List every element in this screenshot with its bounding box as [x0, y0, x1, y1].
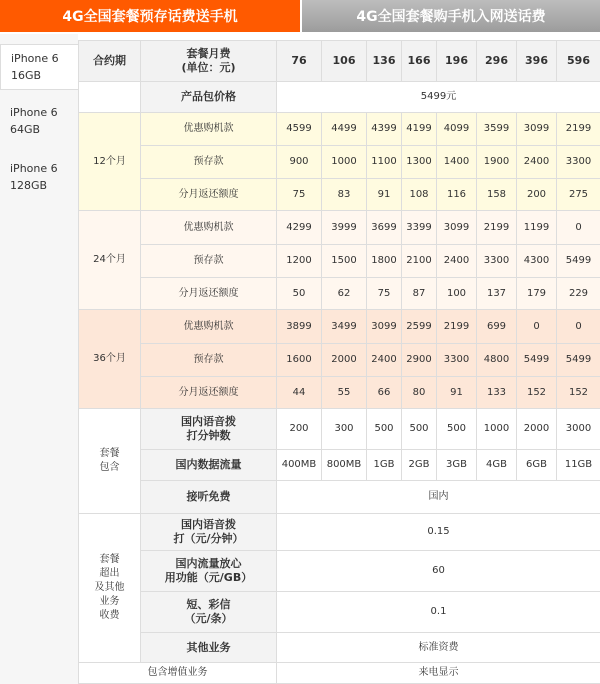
row-label: 分月返还额度 — [141, 178, 277, 211]
period-12-months: 12个月 — [79, 113, 141, 211]
sidebar-item-label: iPhone 6 — [10, 162, 58, 175]
table-row — [79, 146, 600, 179]
tab-buy-phone-gift-credit[interactable]: 4G全国套餐购手机入网送话费 — [302, 0, 600, 32]
cell: 1400 — [437, 146, 477, 179]
cell: 0.1 — [277, 592, 600, 633]
cell: 标准资费 — [277, 632, 600, 663]
vas-label: 包含增值业务 — [79, 663, 277, 684]
cell: 国内 — [277, 480, 600, 514]
table-row — [79, 344, 600, 377]
sidebar-item-capacity: 128GB — [10, 179, 48, 192]
cell: 0 — [517, 310, 557, 344]
extra-label-line: 业务 — [99, 596, 120, 608]
pricing-table — [78, 40, 600, 684]
cell: 800MB — [322, 450, 367, 481]
row-label: 优惠购机款 — [141, 310, 277, 344]
period-36-months: 36个月 — [79, 310, 141, 409]
cell: 0.15 — [277, 514, 600, 551]
cell: 500 — [367, 409, 402, 450]
table-row — [79, 113, 600, 146]
cell: 300 — [322, 409, 367, 450]
row-label: 优惠购机款 — [141, 113, 277, 146]
row-label-line: 打（元/分钟） — [173, 532, 244, 546]
cell: 1GB — [367, 450, 402, 481]
table-row — [79, 409, 600, 450]
extra-label-line: 套餐 — [99, 554, 120, 566]
table-row — [79, 178, 600, 211]
header-plan: 296 — [477, 41, 517, 82]
cell: 3999 — [322, 211, 367, 245]
cell: 152 — [517, 376, 557, 409]
tab-prepaid-gift-phone[interactable]: 4G全国套餐预存话费送手机 — [0, 0, 300, 32]
cell: 133 — [477, 376, 517, 409]
cell: 4299 — [277, 211, 322, 245]
cell: 6GB — [517, 450, 557, 481]
cell: 400MB — [277, 450, 322, 481]
cell: 100 — [437, 277, 477, 310]
table-row — [79, 245, 600, 278]
cell: 1300 — [402, 146, 437, 179]
cell: 2GB — [402, 450, 437, 481]
cell: 91 — [437, 376, 477, 409]
header-monthly-fee-unit: (单位：元) — [181, 60, 236, 74]
cell: 3599 — [477, 113, 517, 146]
cell: 3099 — [437, 211, 477, 245]
header-row — [79, 41, 600, 82]
cell: 44 — [277, 376, 322, 409]
cell: 1000 — [322, 146, 367, 179]
cell: 179 — [517, 277, 557, 310]
cell: 55 — [322, 376, 367, 409]
cell: 500 — [437, 409, 477, 450]
extra-label-line: 超出 — [99, 568, 120, 580]
table-row — [79, 277, 600, 310]
header-plan: 596 — [557, 41, 600, 82]
cell: 4499 — [322, 113, 367, 146]
cell: 3499 — [322, 310, 367, 344]
cell: 4399 — [367, 113, 402, 146]
header-plan: 136 — [367, 41, 402, 82]
row-label — [141, 592, 277, 633]
table-row — [79, 592, 600, 633]
cell: 229 — [557, 277, 600, 310]
cell: 50 — [277, 277, 322, 310]
period-24-months: 24个月 — [79, 211, 141, 310]
cell: 5499 — [557, 245, 600, 278]
included-label-line: 套餐 — [99, 448, 120, 460]
cell: 1199 — [517, 211, 557, 245]
sidebar-item-iphone6-128gb[interactable] — [0, 160, 78, 194]
table-row — [79, 211, 600, 245]
cell: 0 — [557, 310, 600, 344]
cell: 87 — [402, 277, 437, 310]
cell: 275 — [557, 178, 600, 211]
sidebar-item-capacity: 16GB — [11, 69, 42, 82]
cell: 2000 — [322, 344, 367, 377]
row-label-line: 打分钟数 — [186, 429, 231, 443]
row-label-line: 国内流量放心 — [175, 557, 242, 571]
table-row — [79, 551, 600, 592]
sidebar-item-label: iPhone 6 — [11, 52, 59, 65]
cell: 1800 — [367, 245, 402, 278]
header-monthly-fee — [141, 41, 277, 82]
cell: 3300 — [477, 245, 517, 278]
cell: 200 — [277, 409, 322, 450]
vas-value: 来电显示 — [277, 663, 600, 684]
price-value: 5499元 — [277, 81, 600, 113]
cell: 3GB — [437, 450, 477, 481]
cell: 2100 — [402, 245, 437, 278]
row-label: 预存款 — [141, 146, 277, 179]
header-plan: 196 — [437, 41, 477, 82]
cell: 2900 — [402, 344, 437, 377]
cell: 158 — [477, 178, 517, 211]
cell: 4099 — [437, 113, 477, 146]
cell: 1500 — [322, 245, 367, 278]
cell: 5499 — [557, 344, 600, 377]
cell: 900 — [277, 146, 322, 179]
row-label: 国内数据流量 — [141, 450, 277, 481]
sidebar-item-iphone6-64gb[interactable] — [0, 104, 78, 138]
cell: 4300 — [517, 245, 557, 278]
cell: 116 — [437, 178, 477, 211]
row-label-line: 用功能（元/GB） — [164, 571, 253, 585]
cell: 3099 — [517, 113, 557, 146]
cell: 91 — [367, 178, 402, 211]
cell: 3300 — [557, 146, 600, 179]
row-label: 预存款 — [141, 245, 277, 278]
cell: 4599 — [277, 113, 322, 146]
cell: 3399 — [402, 211, 437, 245]
extra-charges-label — [79, 514, 141, 663]
cell: 699 — [477, 310, 517, 344]
price-row — [79, 81, 600, 113]
row-label: 预存款 — [141, 344, 277, 377]
header-plan: 76 — [277, 41, 322, 82]
row-label: 其他业务 — [141, 632, 277, 663]
cell: 2199 — [477, 211, 517, 245]
header-plan: 166 — [402, 41, 437, 82]
row-label-line: 国内语音拨 — [181, 518, 236, 532]
row-label-line: 短、彩信 — [186, 597, 231, 611]
cell: 62 — [322, 277, 367, 310]
row-label-line: （元/条） — [184, 611, 233, 625]
row-label-line: 国内语音拨 — [181, 415, 236, 429]
cell: 108 — [402, 178, 437, 211]
sidebar-item-label: iPhone 6 — [10, 106, 58, 119]
sidebar-item-iphone6-16gb[interactable] — [0, 44, 79, 90]
included-label-line: 包含 — [99, 462, 120, 474]
table-row — [79, 663, 600, 684]
table-row — [79, 310, 600, 344]
row-label — [141, 409, 277, 450]
cell: 4GB — [477, 450, 517, 481]
cell: 83 — [322, 178, 367, 211]
cell: 3699 — [367, 211, 402, 245]
cell: 80 — [402, 376, 437, 409]
cell: 3000 — [557, 409, 600, 450]
table-row — [79, 450, 600, 481]
table-row — [79, 632, 600, 663]
cell: 200 — [517, 178, 557, 211]
cell: 2400 — [437, 245, 477, 278]
cell: 3099 — [367, 310, 402, 344]
cell: 75 — [277, 178, 322, 211]
extra-label-line: 收费 — [99, 610, 120, 622]
price-label: 产品包价格 — [141, 81, 277, 113]
cell: 3899 — [277, 310, 322, 344]
table-row — [79, 480, 600, 514]
cell: 2400 — [367, 344, 402, 377]
cell: 1600 — [277, 344, 322, 377]
header-plan: 106 — [322, 41, 367, 82]
table-row — [79, 514, 600, 551]
table-row — [79, 376, 600, 409]
sidebar — [0, 34, 78, 684]
cell: 4800 — [477, 344, 517, 377]
cell: 500 — [402, 409, 437, 450]
cell: 152 — [557, 376, 600, 409]
cell: 0 — [557, 211, 600, 245]
cell: 60 — [277, 551, 600, 592]
cell: 2199 — [437, 310, 477, 344]
row-label: 分月返还额度 — [141, 277, 277, 310]
header-monthly-fee-label: 套餐月费 — [186, 46, 231, 60]
row-label: 接听免费 — [141, 480, 277, 514]
cell: 2599 — [402, 310, 437, 344]
row-label — [141, 514, 277, 551]
cell: 11GB — [557, 450, 600, 481]
plan-tabs — [0, 0, 600, 34]
cell: 1900 — [477, 146, 517, 179]
cell: 2199 — [557, 113, 600, 146]
cell: 1100 — [367, 146, 402, 179]
cell: 1000 — [477, 409, 517, 450]
included-label — [79, 409, 141, 514]
row-label — [141, 551, 277, 592]
cell: 4199 — [402, 113, 437, 146]
cell: 75 — [367, 277, 402, 310]
cell: 137 — [477, 277, 517, 310]
header-plan: 396 — [517, 41, 557, 82]
header-contract: 合约期 — [79, 41, 141, 82]
extra-label-line: 及其他 — [94, 582, 125, 594]
row-label: 分月返还额度 — [141, 376, 277, 409]
cell: 1200 — [277, 245, 322, 278]
sidebar-item-capacity: 64GB — [10, 123, 41, 136]
cell: 5499 — [517, 344, 557, 377]
row-label: 优惠购机款 — [141, 211, 277, 245]
cell: 66 — [367, 376, 402, 409]
cell: 2400 — [517, 146, 557, 179]
cell: 2000 — [517, 409, 557, 450]
cell: 3300 — [437, 344, 477, 377]
